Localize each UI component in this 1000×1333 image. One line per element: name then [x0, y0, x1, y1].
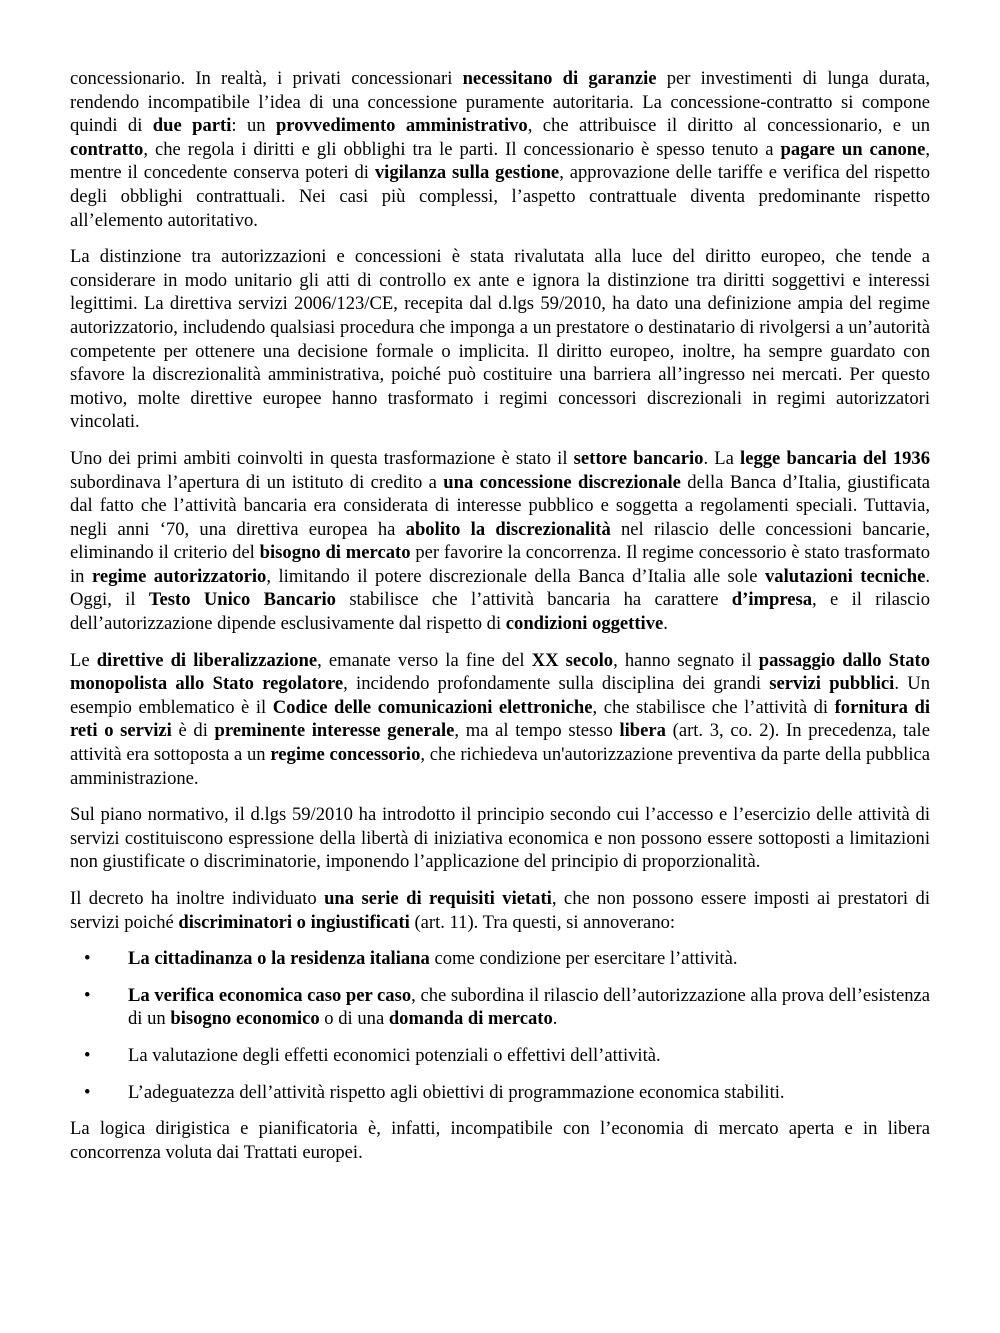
text-run: , che non possono essere imposti ai prestatori di servizi poiché [70, 888, 931, 933]
bold-text: una concessione discrezionale [443, 471, 681, 493]
text-run: (art. 3, co. 2). In precedenza, tale attività era sottoposta a un [70, 720, 930, 766]
text-run: La logica dirigistica e pianificatoria è, infatti, incompatibile con l’economia di mercato aperta e in libera concorrenza voluta dai Trattati europei. [70, 1118, 930, 1163]
list-item [70, 1044, 930, 1068]
text-run: , che subordina il rilascio dell’autorizzazione alla prova dell’esistenza di un [128, 984, 930, 1030]
bold-text: bisogno economico [170, 1008, 320, 1030]
bullet-icon: • [84, 948, 91, 970]
text-run: , che richiedeva un'autorizzazione preventiva da parte della pubblica amministrazione. [70, 744, 930, 789]
bold-text: legge bancaria del 1936 [740, 447, 931, 469]
text-run: . [552, 1008, 558, 1030]
body-paragraphs [70, 67, 930, 934]
paragraph [70, 887, 930, 934]
text-run: , emanate verso la fine del [317, 649, 532, 671]
text-run: Le [70, 649, 97, 671]
bold-text: d’impresa [731, 589, 813, 611]
text-run: , che regola i diritti e gli obblighi tra le parti. Il concessionario è spesso tenuto a [143, 138, 781, 160]
text-run: Sul piano normativo, il d.lgs 59/2010 ha introdotto il principio secondo cui l’accesso e l’esercizio delle attività di servizi costituiscono espressione della libertà di iniziativa economica e non possono essere sottoposti a limitazioni non giustificate o discriminatorie, imponendo l’applicazione del principio di proporzionalità. [70, 804, 930, 873]
text-run: , limitando il potere discrezionale della Banca d’Italia alle sole [266, 565, 765, 587]
text-run: , approvazione delle tariffe e verifica del rispetto degli obblighi contrattuali. Nei casi più complessi, l’aspetto contrattuale diventa predominante rispetto all’elemento autoritativo. [70, 162, 931, 231]
text-run: . [663, 613, 668, 635]
list-item [70, 947, 930, 971]
bold-text: libera [619, 720, 666, 742]
bold-text: vigilanza sulla gestione [374, 162, 560, 184]
list-item [70, 1081, 930, 1105]
text-run: , hanno segnato il [613, 649, 759, 671]
bold-text: valutazioni tecniche [765, 565, 926, 587]
bold-text: discriminatori o ingiustificati [178, 911, 410, 933]
text-run: . La [703, 447, 741, 469]
bold-text: La cittadinanza o la residenza italiana [128, 948, 430, 970]
text-run: . Un esempio emblematico è il [70, 673, 930, 718]
bold-text: bisogno di mercato [259, 542, 411, 564]
text-run: , incidendo profondamente sulla disciplina dei grandi [343, 673, 770, 695]
document-page [70, 67, 930, 1177]
text-run: Uno dei primi ambiti coinvolti in questa trasformazione è stato il [70, 447, 574, 469]
text-run: nel rilascio delle concessioni bancarie, eliminando il criterio del [70, 518, 931, 564]
text-run: L’adeguatezza dell’attività rispetto agli obiettivi di programmazione economica stabiliti. [128, 1081, 785, 1103]
bold-text: necessitano di garanzie [462, 68, 657, 89]
text-run: concessionario. In realtà, i privati concessionari [70, 68, 463, 89]
bold-text: pagare un canone [780, 138, 926, 160]
text-run: subordinava l’apertura di un istituto di credito a [70, 471, 444, 493]
bold-text: preminente interesse generale [214, 720, 455, 742]
bullet-icon: • [84, 1044, 91, 1066]
text-run: stabilisce che l’attività bancaria ha carattere [335, 589, 732, 611]
list-item [70, 984, 930, 1031]
text-run: , ma al tempo stesso [454, 720, 620, 742]
text-run: (art. 11). Tra questi, si annoverano: [409, 911, 676, 933]
text-run: o di una [319, 1008, 389, 1030]
prohibited-requirements-list [70, 947, 930, 1104]
text-run: : un [231, 115, 276, 137]
text-run: , che attribuisce il diritto al concessionario, e un [527, 115, 930, 137]
bold-text: due parti [152, 115, 232, 137]
bullet-icon: • [84, 984, 91, 1006]
text-run: . Oggi, il [70, 565, 930, 611]
text-run: , che stabilisce che l’attività di [592, 696, 835, 718]
bold-text: settore bancario [573, 447, 704, 469]
bold-text: provvedimento amministrativo [275, 115, 528, 137]
bold-text: La verifica economica caso per caso [128, 984, 412, 1006]
paragraph [70, 803, 930, 874]
paragraph [70, 447, 930, 636]
bold-text: una serie di requisiti vietati [324, 888, 552, 909]
text-run: , mentre il concedente conserva poteri di [70, 138, 930, 184]
bold-text: regime autorizzatorio [91, 565, 267, 587]
bold-text: domanda di mercato [388, 1008, 553, 1030]
bold-text: condizioni oggettive [505, 613, 664, 635]
bullet-icon: • [84, 1081, 91, 1103]
bold-text: regime concessorio [270, 744, 421, 766]
paragraph [70, 67, 930, 232]
bold-text: Codice delle comunicazioni elettroniche [272, 696, 593, 718]
bold-text: fornitura di reti o servizi [70, 696, 930, 742]
text-run: è di [171, 720, 215, 742]
bold-text: passaggio dallo Stato monopolista allo Stato regolatore [70, 649, 930, 695]
text-run: per favorire la concorrenza. Il regime concessorio è stato trasformato in [70, 542, 931, 587]
paragraph [70, 245, 930, 434]
text-run: , e il rilascio dell’autorizzazione dipende esclusivamente dal rispetto di [70, 589, 930, 635]
text-run: La distinzione tra autorizzazioni e concessioni è stata rivalutata alla luce del diritto europeo, che tende a considerare in modo unitario gli atti di controllo ex ante e ignora la distinzione tra diritti soggettivi e interessi legittimi. La direttiva servizi 2006/123/CE, recepita dal d.lgs 59/2010, ha dato una definizione ampia del regime autorizzatorio, includendo qualsiasi procedura che imponga a un prestatore o destinatario di rivolgersi a un’autorità competente per ottenere una decisione formale o implicita. Il diritto europeo, inoltre, ha sempre guardato con sfavore la discrezionalità amministrativa, poiché può costituire una barriera all’ingresso nei mercati. Per questo motivo, molte direttive europee hanno trasformato i regimi concessori discrezionali in regimi autorizzatori vincolati. [70, 246, 930, 433]
closing-paragraph-wrap [70, 1117, 930, 1164]
paragraph [70, 649, 930, 791]
text-run: come condizione per esercitare l’attività. [429, 948, 738, 970]
text-run: Il decreto ha inoltre individuato [70, 888, 325, 909]
text-run: della Banca d’Italia, giustificata dal fatto che l’attività bancaria era considerata di interesse pubblico e soggetta a regolamenti speciali. Tuttavia, negli anni ‘70, una direttiva europea ha [70, 471, 931, 540]
bold-text: direttive di liberalizzazione [96, 649, 318, 671]
bold-text: contratto [70, 138, 144, 160]
bold-text: Testo Unico Bancario [148, 589, 336, 611]
closing-paragraph [70, 1117, 930, 1164]
text-run: La valutazione degli effetti economici potenziali o effettivi dell’attività. [128, 1044, 661, 1066]
bold-text: abolito la discrezionalità [405, 518, 611, 540]
bold-text: XX secolo [531, 649, 614, 671]
bold-text: servizi pubblici [769, 673, 895, 695]
text-run: per investimenti di lunga durata, rendendo incompatibile l’idea di una concessione puramente autoritaria. La concessione-contratto si compone quindi di [70, 68, 930, 137]
